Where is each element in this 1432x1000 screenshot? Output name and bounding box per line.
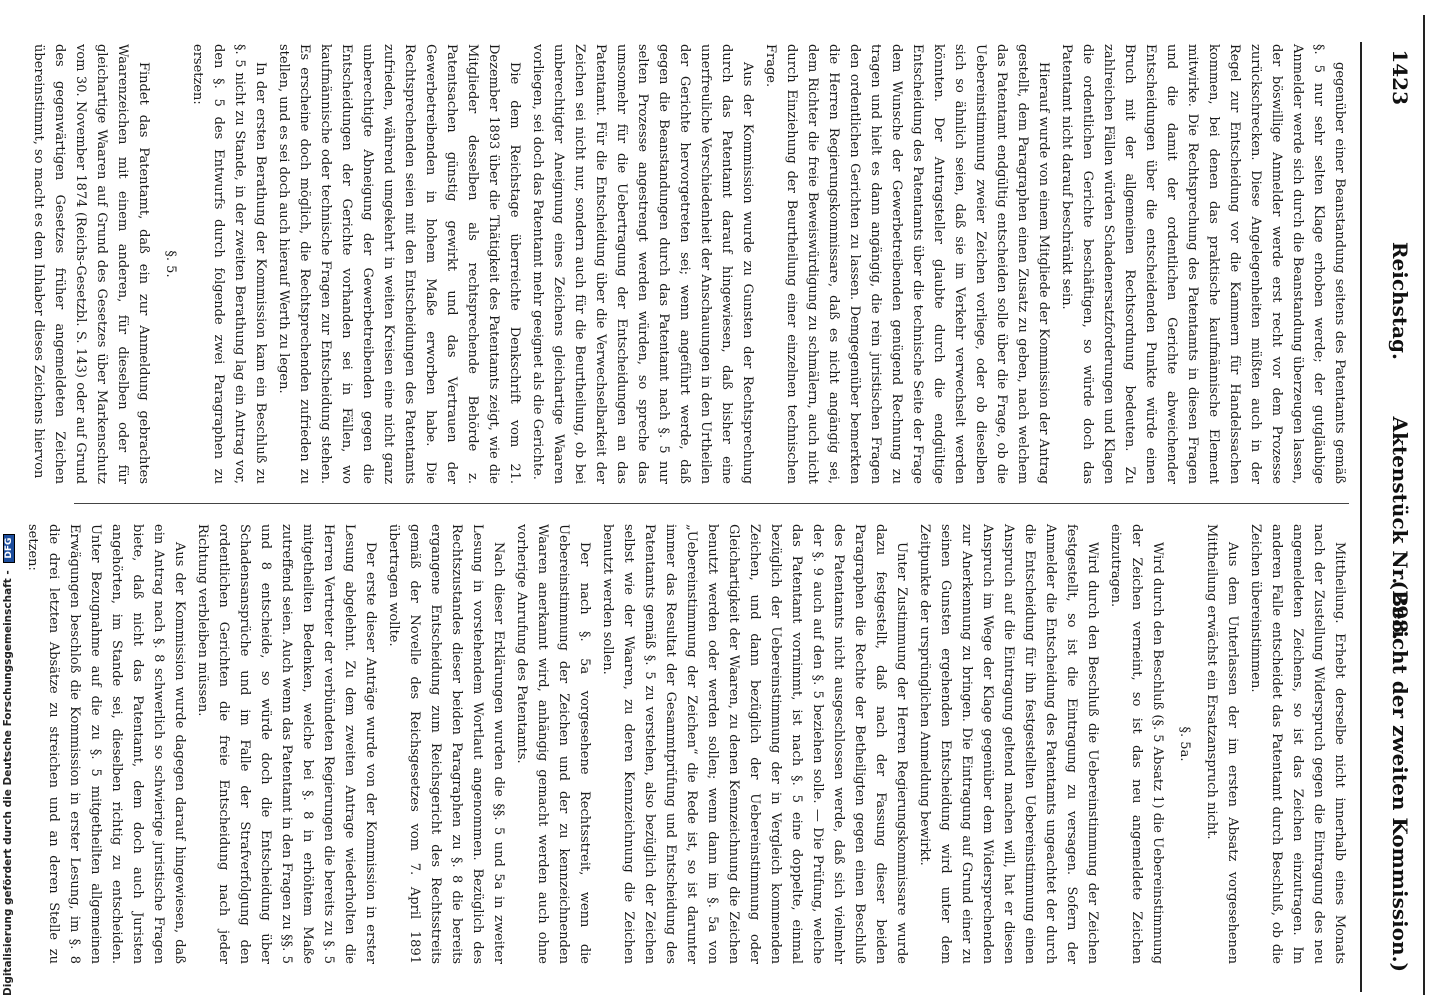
footer-strip xyxy=(0,0,22,1000)
paragraph: Der erste dieser Anträge wurde von der Kommission in erster Lesung abgelehnt. Zu dem zweiten Antrage wiederholten die Herren Vertreter der verbündeten Regierungen die bereits zu §. 5 mitgetheilten Bedenken, welche bei §. 8 in erhöhtem Maße zutreffend seien. Auch wenn das Patentamt in den Fragen zu §§. 5 und 8 entscheide, so würde doch die Entscheidung über Schadensansprüche und im Falle der Strafverfolgung den ordentlichen Gerichten die freie Entscheidung nach jeder Richtung verbleiben müssen. xyxy=(195,524,378,964)
text-column-right xyxy=(25,524,1350,964)
paragraph: Aus dem Unterlassen der im ersten Absatz vorgesehenen Mittheilung erwächst ein Ersatzanspruch nicht. xyxy=(1204,524,1240,964)
digitization-credit xyxy=(2,16,20,996)
section-heading: §. 5a. xyxy=(1177,726,1192,762)
paragraph: Unter Zustimmung der Herren Regierungskommissare wurde dazu festgestellt, daß nach der Fassung dieser beiden Paragraphen die Rechte der Betheiligten gegen einen Beschluß des Patentamts nicht ausgeschlossen werde, daß sich vielmehr der §. 9 auch auf den §. 5 beziehen solle. — Die Prüfung, welche das Patentamt vornimmt, ist nach §. 5 eine doppelte, einmal bezüglich der Uebereinstimmung der in Vergleich kommenden Zeichen, und dann bezüglich der Uebereinstimmung oder Gleichartigkeit der Waaren, zu denen Kennzeichnung die Zeichen benutzt werden oder werden sollen; wenn dann im §. 5a von „Uebereinstimmung der Zeichen“ die Rede ist, so ist darunter immer das Resultat der Gesammtprüfung und Entscheidung des Patentamts gemäß §. 5 zu verstehen, also bezüglich der Zeichen selbst wie der Waaren, zu deren Kennzeichnung die Zeichen benutzt werden sollen. xyxy=(600,524,909,964)
paragraph: Mittheilung. Erhebt derselbe nicht innerhalb eines Monats nach der Zustellung Widerspruch gegen die Eintragung des neu angemeldeten Zeichens, so ist das Zeichen einzutragen. Im anderen Falle entscheidet das Patentamt durch Beschluß, ob die Zeichen übereinstimmen. xyxy=(1248,524,1347,964)
dfg-logo: DFG xyxy=(3,534,15,563)
paragraph: Aus der Kommission wurde zu Gunsten der Rechtsprechung durch das Patentamt darauf hingewiesen, daß bisher eine unerfreuliche Verschiedenheit der Anschauungen in den Urtheilen der Gerichte hervorgetreten sei; wenn angeführt werde, daß gegen die Beanstandungen durch das Patentamt nach §. 5 nur selten Prozesse angestrengt werden würden, so spreche das umsomehr für die Uebertragung der Entscheidungen an das Patentamt. Für die Entscheidung über die Verwechselbarkeit der Zeichen sei nicht nur, sondern auch für die Beurtheilung, ob bei unberechtigter Aneignung eines Zeichens gleichartige Waaren vorliegen, sei doch das Patentamt mehr geeignet als die Gerichte. xyxy=(530,44,755,484)
paragraph: Aus der Kommission wurde dagegen darauf hingewiesen, daß ein Antrag nach §. 8 schwerlich so schwierige juristische Fragen biete, daß nicht das Patentamt, dem doch auch Juristen angehörten, im Stande sei, dieselben richtig zu entscheiden. Unter Bezugnahme auf die zu §. 5 mitgetheilten allgemeinen Erwägungen beschloß die Kommission in erster Lesung, im §. 8 die drei letzten Absätze zu streichen und an deren Stelle zu setzen: xyxy=(25,524,187,964)
header-left: Reichstag. xyxy=(1388,241,1412,360)
section-heading: §. 5. xyxy=(163,250,178,278)
text-column-left xyxy=(31,44,1350,484)
paragraph: In der ersten Berathung der Kommission kam ein Beschluß zu §. 5 nicht zu Stande, in der zweiten Berathung lag ein Antrag vor, den §. 5 des Entwurfs durch folgende zwei Paragraphen zu ersetzen: xyxy=(190,44,268,484)
rotated-document-page xyxy=(25,20,1432,1000)
column-divider xyxy=(74,503,1349,504)
paragraph: Hierauf wurde von einem Mitgliede der Kommission der Antrag gestellt, dem Paragraphen einen Zusatz zu geben, nach welchem das Patentamt endgültig entscheiden solle über die Frage, ob die Uebereinstimmung zweier Zeichen vorliege, oder ob dieselben sich so ähnlich seien, daß sie im Verkehr verwechselt werden könnten. Der Antragsteller glaubte durch die endgültige Entscheidung des Patentamts über die technische Seite der Frage dem Wunsche der Gewerbetreibenden genügend Rechnung zu tragen und hielt es dann angängig, die rein juristischen Fragen den ordentlichen Gerichten zu lassen. Demgegenüber bemerkten die Herren Regierungskommissare, daß es nicht angängig sei, dem Richter die freie Beweiswürdigung zu schmälern, auch nicht durch Einziehung der Beurtheilung einer einzelnen technischen Frage. xyxy=(763,44,1051,484)
page-number: 1423 xyxy=(1388,49,1412,105)
paragraph: gegenüber einer Beanstandung seitens des Patentamts gemäß §. 5 nur sehr selten Klage erhoben werde; der gutgläubige Anmelder werde sich durch die Beanstandung überzeugen lassen, der böswillige Anmelder werde erst recht vor dem Prozesse zurückschrecken. Diese Angelegenheiten müßten auch in der Regel zur Entscheidung vor die Kammern für Handelssachen kommen, bei denen das praktische kaufmännische Element mitwirke. Die Rechtsprechung des Patentamts in diesen Fragen und die damit der ordentlichen Gerichte abweichender Entscheidungen über die entscheidenden Punkte würde einen Bruch mit der allgemeinen Rechtsordnung bedeuten. Zu zahlreichen Fällen würden Schadenersatzforderungen und Klagen die ordentlichen Gerichte beschäftigen, so würde doch das Patentamt nicht darauf beschränkt sein. xyxy=(1059,44,1347,484)
paragraph: Findet das Patentamt, daß ein zur Anmeldung gebrachtes Waarenzeichen mit einem anderen, für dieselben oder für gleichartige Waaren auf Grund des Gesetzes über Markenschutz vom 30. November 1874 (Reichs-Gesetzbl. S. 143) oder auf Grund des gegenwärtigen Gesetzes früher angemeldeten Zeichen übereinstimmt, so macht es dem Inhaber dieses Zeichens hiervon xyxy=(31,44,151,484)
paragraph: Wird durch den Beschluß (§. 5 Absatz 1) die Uebereinstimmung der Zeichen verneint, so ist das neu angemeldete Zeichen einzutragen. xyxy=(1108,524,1165,964)
credit-text: Digitalisierung gefördert durch die Deutsche Forschungsgemeinschaft - xyxy=(2,570,14,996)
paragraph: Nach dieser Erklärungen wurden die §§. 5 und 5a in zweiter Lesung in vorstehendem Wortlaut angenommen. Bezüglich des Rechtszustandes dieser beiden Paragraphen zu §. 8 die bereits ergangene Entscheidung zum Reichsgericht des Rechtsstreits gemäß der Novelle des Reichsgesetzes vom 7. April 1891 übertragen wollte. xyxy=(386,524,506,964)
header-rule xyxy=(1360,42,1362,992)
paragraph: Wird durch den Beschluß die Uebereinstimmung der Zeichen festgestellt, so ist die Eintragung zu versagen. Sofern der Anmelder die Entscheidung des Patentamts ungeachtet der durch die Entscheidung für ihn festgestellten Uebereinstimmung einen Anspruch auf die Eintragung geltend machen will, hat er diesen Anspruch im Wege der Klage gegenüber dem Widersprechenden zur Anerkennung zu bringen. Die Eintragung auf Grund einer zu seinen Gunsten ergehenden Entscheidung wird unter dem Zeitpunkte der ursprünglichen Anmeldung bewirkt. xyxy=(917,524,1100,964)
paragraph: Der nach §. 5a vorgesehene Rechtsstreit, wenn die Uebereinstimmung der Zeichen und der zu kennzeichnenden Waaren anerkannt wird, anhängig gemacht werden auch ohne vorherige Anrufung des Patentamts. xyxy=(514,524,592,964)
paragraph: Die dem Reichstage überreichte Denkschrift vom 21. Dezember 1893 über die Thätigkeit des Patentamts zeigt, wie die Mitglieder desselben als rechtsprechende Behörde z. Patentsachen günstig gewirkt und das Vertrauen der Gewerbetreibenden in hohem Maße erworben habe. Die Rechtsprechenden seien mit den Entscheidungen des Patentamts zufrieden, während umgekehrt in weiten Kreisen eine nicht ganz unberechtigte Abneigung der Gewerbetreibenden gegen die Entscheidungen der Gerichte vorhanden sei in Fällen, wo kaufmännische oder technische Fragen zur Entscheidung stehen. Es erscheine doch möglich, die Rechtsprechenden zufrieden zu stellen, und es sei doch auch hierauf Werth zu legen. xyxy=(276,44,522,484)
header-right: (Bericht der zweiten Kommission.) xyxy=(1388,580,1412,972)
header-center: Aktenstück Nr. 298. xyxy=(1388,416,1412,640)
